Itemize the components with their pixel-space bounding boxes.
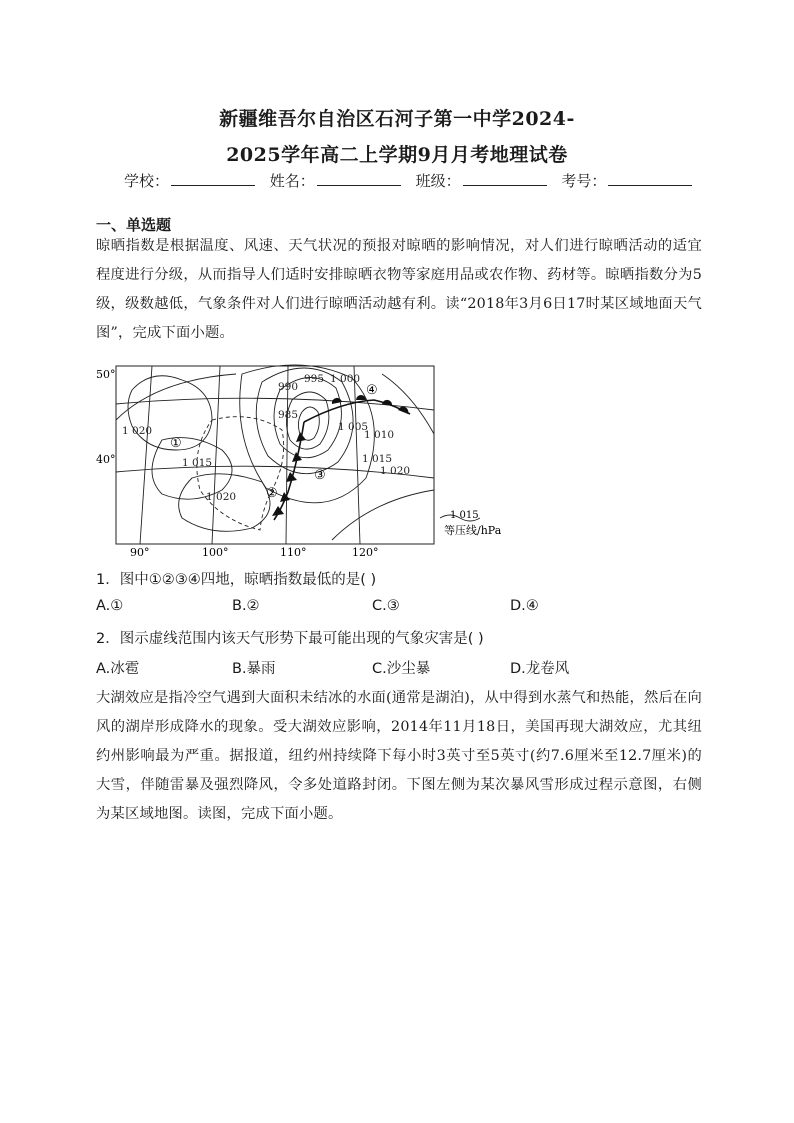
q1-option-c[interactable]: C.③ bbox=[372, 598, 400, 614]
warm-front bbox=[304, 400, 410, 422]
isobar-label: 995 bbox=[304, 373, 325, 385]
passage-2: 大湖效应是指冷空气遇到大面积未结冰的水面(通常是湖泊)，从中得到水蒸气和热能，然后在向风的湖岸形成降水的现象。受大湖效应影响，2014年11月18日，美国再现大湖效应，尤其纽约州影响最为严重。据报道，纽约州持续降下每小时3英寸至5英寸(约7.6厘米至12.7厘米)的大雪，伴随雷暴及强烈降风，令多处道路封闭。下图左侧为某次暴风雪形成过程示意图，右侧为某区域地图。读图，完成下面小题。 bbox=[96, 690, 702, 822]
question-2-stem: 2．图示虚线范围内该天气形势下最可能出现的气象灾害是( ) bbox=[96, 631, 484, 647]
section-title: 一、单选题 bbox=[96, 216, 172, 234]
isobar-label: 1 015 bbox=[182, 457, 213, 469]
exam-no-label: 考号： bbox=[561, 172, 607, 190]
exam-no-blank[interactable] bbox=[608, 173, 692, 186]
isobar-label: 1 020 bbox=[206, 491, 237, 503]
isobar-label: 1 015 bbox=[362, 453, 393, 465]
weather-map bbox=[92, 360, 532, 560]
q1-option-a[interactable]: A.① bbox=[96, 598, 124, 614]
cold-front-triangle bbox=[280, 492, 290, 502]
isobar-label: 1 010 bbox=[364, 429, 395, 441]
school-blank[interactable] bbox=[171, 173, 255, 186]
lon-label-110: 110° bbox=[280, 546, 307, 559]
point-2: ② bbox=[266, 486, 278, 501]
passage-1: 晾晒指数是根据温度、风速、天气状况的预报对晾晒的影响情况，对人们进行晾晒活动的适宜程度进行分级，从而指导人们适时安排晾晒衣物等家庭用品或农作物、药材等。晾晒指数分为5级，级数越低，气象条件对人们进行晾晒活动越有利。读“2018年3月6日17时某区域地面天气图”，完成下面小题。 bbox=[96, 238, 702, 341]
isobar-label: 1 005 bbox=[338, 421, 369, 433]
class-label: 班级： bbox=[415, 172, 461, 190]
cold-front-triangle bbox=[286, 472, 297, 482]
school-label: 学校： bbox=[124, 172, 170, 190]
q2-option-d[interactable]: D.龙卷风 bbox=[510, 661, 570, 677]
lon-label-90: 90° bbox=[130, 546, 150, 559]
q2-option-b[interactable]: B.暴雨 bbox=[232, 661, 276, 677]
q2-option-c[interactable]: C.沙尘暴 bbox=[372, 661, 431, 677]
longitude-line-90 bbox=[140, 366, 152, 544]
page-title-line2: 2025学年高二上学期9月月考地理试卷 bbox=[226, 144, 568, 166]
name-label: 姓名： bbox=[269, 172, 315, 190]
point-4: ④ bbox=[366, 383, 378, 398]
name-blank[interactable] bbox=[317, 173, 401, 186]
dashed-region bbox=[197, 417, 284, 530]
q1-option-d[interactable]: D.④ bbox=[510, 598, 539, 614]
cold-front-triangle bbox=[272, 506, 284, 516]
lon-label-120: 120° bbox=[352, 546, 379, 559]
isobar-label: 990 bbox=[278, 381, 299, 393]
isobar-label: 1 020 bbox=[380, 465, 411, 477]
point-1: ① bbox=[170, 436, 182, 451]
question-1-stem: 1．图中①②③④四地，晾晒指数最低的是( ) bbox=[96, 572, 377, 588]
point-3: ③ bbox=[314, 468, 326, 483]
warm-front-semicircle bbox=[398, 407, 408, 414]
isobar-label: 1 020 bbox=[122, 425, 153, 437]
lat-label-50: 50° bbox=[96, 368, 116, 381]
lat-label-40: 40° bbox=[96, 453, 116, 466]
cold-front-triangle bbox=[296, 432, 306, 442]
lon-label-100: 100° bbox=[202, 546, 229, 559]
class-blank[interactable] bbox=[463, 173, 547, 186]
longitude-line-120 bbox=[354, 366, 360, 544]
legend-value: 1 015 bbox=[450, 510, 479, 521]
isobar-label: 985 bbox=[278, 409, 299, 421]
q1-option-b[interactable]: B.② bbox=[232, 598, 260, 614]
legend-label: 等压线/hPa bbox=[444, 524, 502, 537]
q2-option-a[interactable]: A.冰雹 bbox=[96, 661, 140, 677]
student-info-row bbox=[124, 170, 702, 191]
longitude-line-100 bbox=[212, 366, 220, 544]
page-title-line1: 新疆维吾尔自治区石河子第一中学2024- bbox=[219, 108, 575, 130]
isobar-label: 1 000 bbox=[330, 373, 361, 385]
